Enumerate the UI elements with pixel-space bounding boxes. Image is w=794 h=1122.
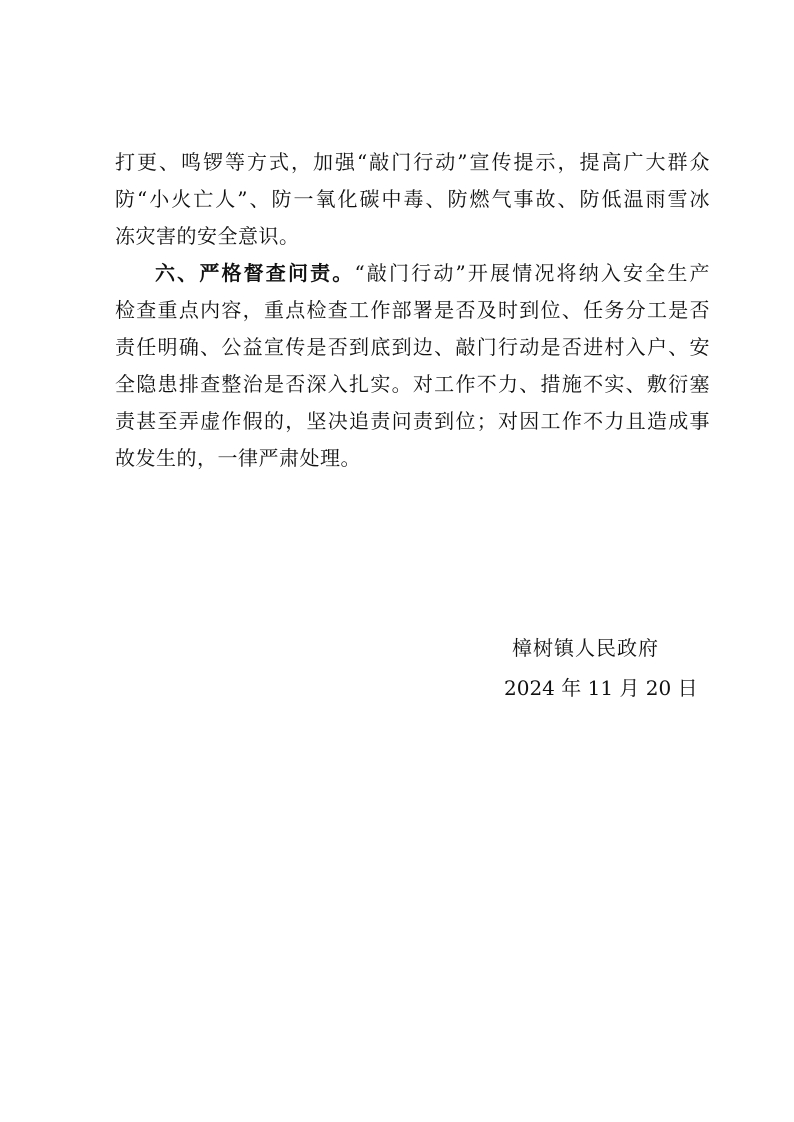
paragraph-line: 责甚至弄虚作假的，坚决追责问责到位；对因工作不力且造成事 (115, 409, 710, 433)
paragraph-line: 故发生的，一律严肃处理。 (115, 446, 361, 470)
paragraph-line: 责任明确、公益宣传是否到底到边、敲门行动是否进村入户、安 (115, 335, 710, 359)
signature-block (500, 628, 700, 708)
paragraph-line: 防“小火亡人”、防一氧化碳中毒、防燃气事故、防低温雨雪冰 (115, 187, 710, 211)
paragraph-line: 检查重点内容，重点检查工作部署是否及时到位、任务分工是否 (115, 298, 710, 322)
section-six-first-line-text: “敲门行动”开展情况将纳入安全生产 (354, 261, 711, 285)
paragraph-line: 打更、鸣锣等方式，加强“敲门行动”宣传提示，提高广大群众 (115, 150, 710, 174)
document-body (115, 144, 710, 477)
section-six-first-line (115, 255, 710, 292)
paragraph-line: 冻灾害的安全意识。 (115, 224, 300, 248)
section-six-heading: 六、严格督查问责。 (155, 261, 355, 285)
paragraph-line: 全隐患排查整治是否深入扎实。对工作不力、措施不实、敷衍塞 (115, 372, 710, 396)
issuing-organization: 樟树镇人民政府 (512, 636, 659, 660)
issue-date: 2024 年 11 月 20 日 (504, 676, 698, 700)
